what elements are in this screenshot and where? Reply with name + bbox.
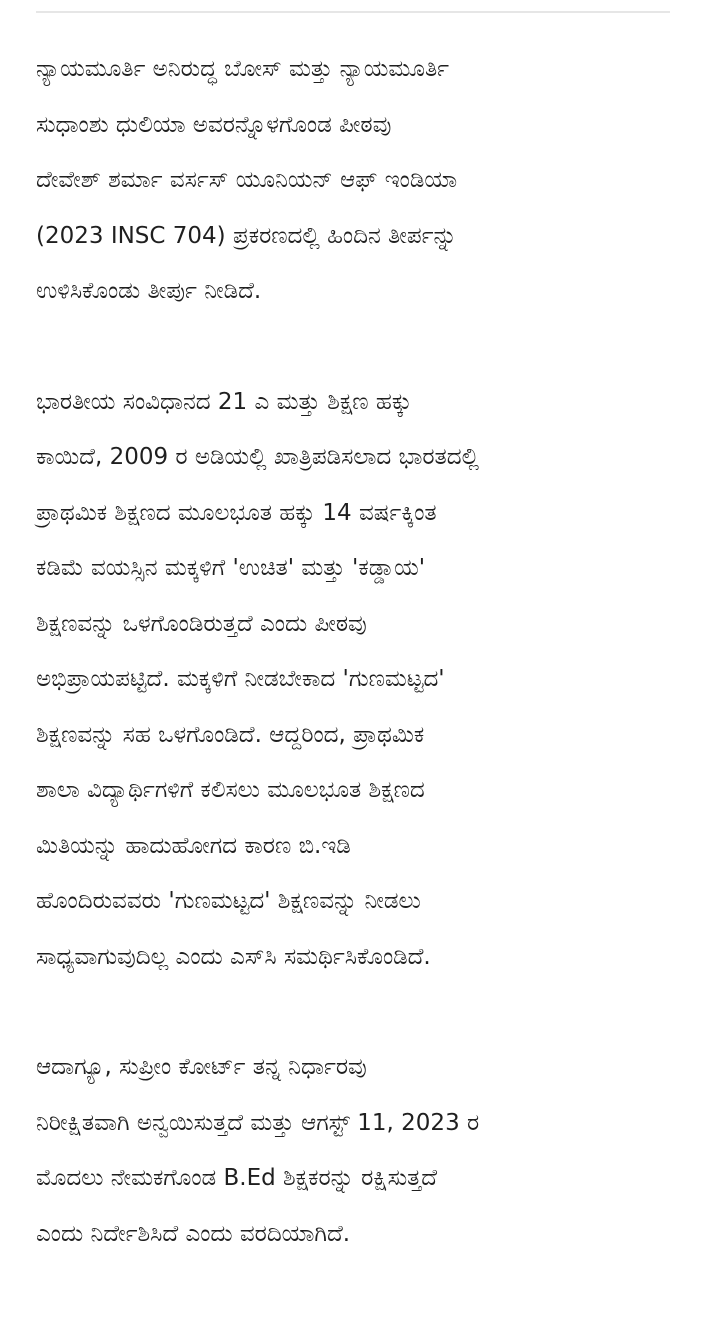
text-line: ಎಂದು ನಿರ್ದೇಶಿಸಿದೆ ಎಂದು ವರದಿಯಾಗಿದೆ. (36, 1220, 351, 1247)
text-line: ಹೊಂದಿರುವವರು 'ಗುಣಮಟ್ಟದ' ಶಿಕ್ಷಣವನ್ನು ನೀಡಲು (36, 888, 421, 914)
text-line: ಉಳಿಸಿಕೊಂಡು ತೀರ್ಪು ನೀಡಿದೆ. (36, 278, 262, 304)
text-line: ನ್ಯಾಯಮೂರ್ತಿ ಅನಿರುದ್ಧ ಬೋಸ್ ಮತ್ತು ನ್ಯಾಯಮೂರ್ತಿ (36, 56, 450, 82)
text-line: ಪ್ರಾಥಮಿಕ ಶಿಕ್ಷಣದ ಮೂಲಭೂತ ಹಕ್ಕು 14 ವರ್ಷಕ್ಕಿಂತ (36, 499, 437, 526)
text-line: (2023 INSC 704) ಪ್ರಕರಣದಲ್ಲಿ ಹಿಂದಿನ ತೀರ್ಪನ್ನು (36, 222, 457, 249)
top-divider (36, 11, 670, 13)
text-line: ಸುಧಾಂಶು ಧುಲಿಯಾ ಅವರನ್ನೊಳಗೊಂಡ ಪೀಠವು (36, 111, 392, 138)
text-line: ಕಡಿಮೆ ವಯಸ್ಸಿನ ಮಕ್ಕಳಿಗೆ 'ಉಚಿತ' ಮತ್ತು 'ಕಡ್ಡಾಯ' (36, 555, 426, 581)
text-line: ಭಾರತೀಯ ಸಂವಿಧಾನದ 21 ಎ ಮತ್ತು ಶಿಕ್ಷಣ ಹಕ್ಕು (36, 388, 412, 415)
text-line: ಕಾಯಿದೆ, 2009 ರ ಅಡಿಯಲ್ಲಿ ಖಾತ್ರಿಪಡಿಸಲಾದ ಭಾರತದಲ್ಲಿ (36, 444, 479, 470)
paragraph-3 (36, 1040, 672, 1262)
text-line: ಶಿಕ್ಷಣವನ್ನು ಸಹ ಒಳಗೊಂಡಿದೆ. ಆದ್ದರಿಂದ, ಪ್ರಾಥಮಿಕ (36, 721, 425, 748)
paragraph-1 (36, 42, 672, 320)
text-line: ಸಾಧ್ಯವಾಗುವುದಿಲ್ಲ ಎಂದು ಎಸ್‌ಸಿ ಸಮರ್ಥಿಸಿಕೊಂಡಿದೆ. (36, 943, 431, 970)
text-line: ಆದಾಗ್ಯೂ, ಸುಪ್ರೀಂ ಕೋರ್ಟ್ ತನ್ನ ನಿರ್ಧಾರವು (36, 1054, 367, 1080)
text-line: ಮೊದಲು ನೇಮಕಗೊಂಡ B.Ed ಶಿಕ್ಷಕರನ್ನು ರಕ್ಷಿಸುತ್ತದೆ (36, 1165, 438, 1191)
text-line: ದೇವೇಶ್ ಶರ್ಮಾ ವರ್ಸಸ್ ಯೂನಿಯನ್ ಆಫ್ ಇಂಡಿಯಾ (36, 167, 458, 193)
text-line: ಶಿಕ್ಷಣವನ್ನು ಒಳಗೊಂಡಿರುತ್ತದೆ ಎಂದು ಪೀಠವು (36, 610, 367, 637)
article-body (36, 42, 672, 1317)
text-line: ಶಾಲಾ ವಿದ್ಯಾರ್ಥಿಗಳಿಗೆ ಕಲಿಸಲು ಮೂಲಭೂತ ಶಿಕ್ಷಣದ (36, 777, 425, 803)
text-line: ಅಭಿಪ್ರಾಯಪಟ್ಟಿದೆ. ಮಕ್ಕಳಿಗೆ ನೀಡಬೇಕಾದ 'ಗುಣಮಟ್ಟದ' (36, 666, 445, 692)
text-line: ಮಿತಿಯನ್ನು ಹಾದುಹೋಗದ ಕಾರಣ ಬಿ.ಇಡಿ (36, 832, 351, 859)
paragraph-2 (36, 375, 672, 986)
text-line: ನಿರೀಕ್ಷಿತವಾಗಿ ಅನ್ವಯಿಸುತ್ತದೆ ಮತ್ತು ಆಗಸ್ಟ್ 11, 2023 ರ (36, 1109, 480, 1136)
